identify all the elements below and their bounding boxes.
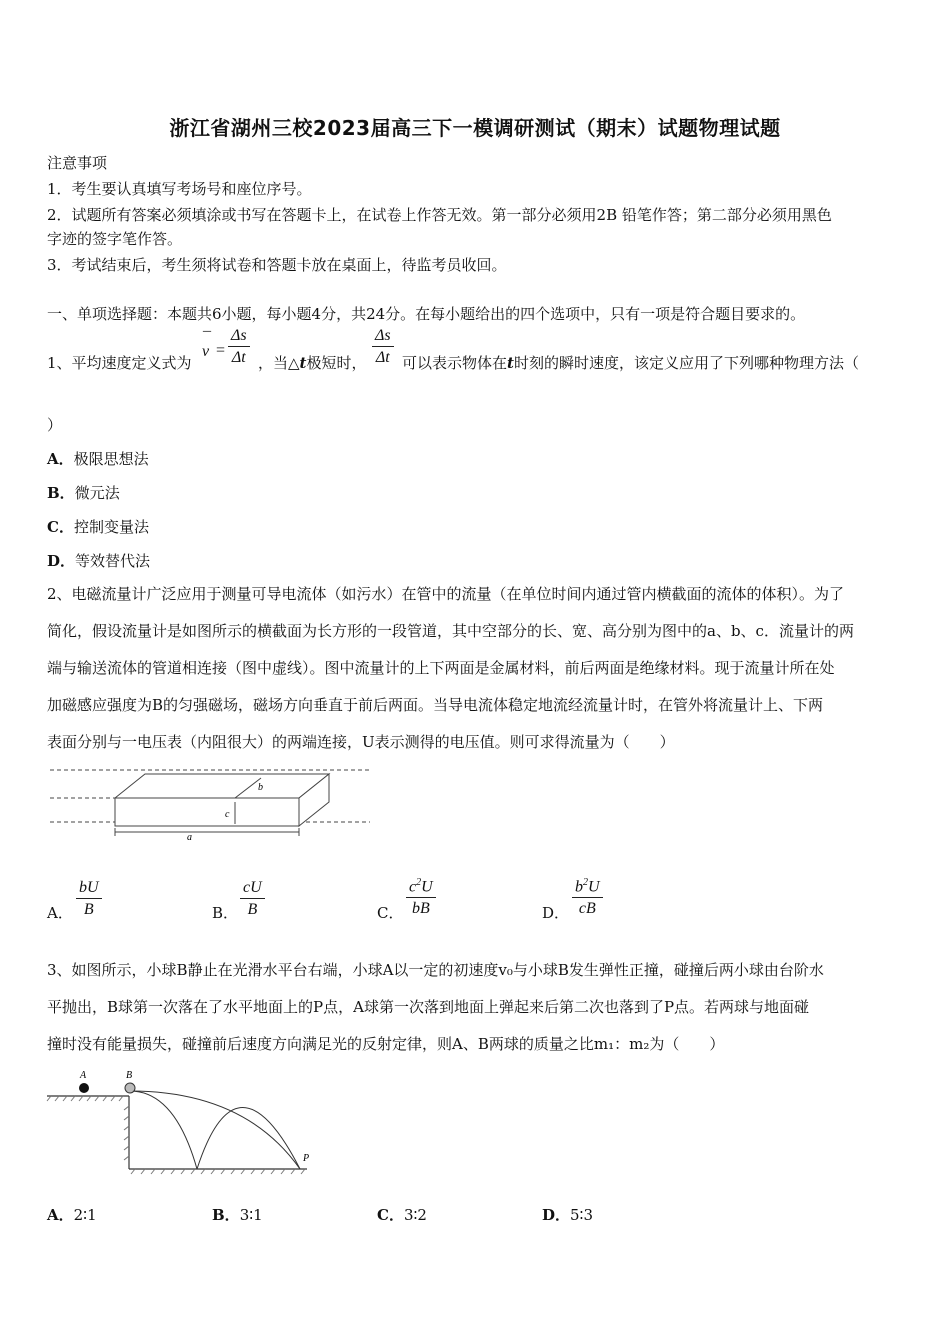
notice-item-1: 1．考生要认真填写考场号和座位序号。 <box>47 180 312 198</box>
q2-option-c-fraction: $\frac{c^2U}{bB}$ <box>406 877 436 918</box>
q1-fraction-1: $\frac{\Delta s}{\Delta t}$ <box>228 327 250 367</box>
q2-option-a-fraction: $\frac{bU}{B}$ <box>76 879 102 919</box>
ball-b <box>125 1083 135 1093</box>
q3-option-c: C．3∶2 <box>377 1206 427 1224</box>
q1-option-a: A．极限思想法 <box>47 450 149 468</box>
label-b: b <box>258 782 263 793</box>
page-title: 浙江省湖州三校2023届高三下一模调研测试（期末）试题物理试题 <box>169 116 781 140</box>
q1-stem-a: 1、平均速度定义式为 <box>47 354 192 372</box>
svg-text:P: P <box>303 1153 310 1164</box>
label-a: a <box>187 832 192 842</box>
svg-text:A: A <box>80 1070 87 1081</box>
notice-heading: 注意事项 <box>47 154 108 172</box>
q2-option-d-fraction: $\frac{b^2U}{cB}$ <box>572 877 603 918</box>
q3-stem: 3、如图所示，小球B静止在光滑水平台右端，小球A以一定的初速度v₀与小球B发生弹性正撞，碰撞后两小球由台阶水 平抛出，B球第一次落在了水平地面上的P点，A球第一次落到地面上弹起来后第二次也落到了P点。若两球与地面碰 撞时没有能量损失，碰撞前后速度方向满足光的反射定律，则A、B两球的质量之比m₁：m₂为（ ） <box>47 961 824 1053</box>
q2-stem: 2、电磁流量计广泛应用于测量可导电流体（如污水）在管中的流量（在单位时间内通过管内横截面的流体的体积）。为了 简化，假设流量计是如图所示的横截面为长方形的一段管道，其中空部分的长、宽、高分别为图中的a、b、c．流量计的两 端与输送流体的管道相连接（图中虚线）。图中流量计的上下两面是金属材料，前后两面是绝缘材料。现于流量计所在处 加磁感应强度为B的匀强磁场，磁场方向垂直于前后两面。当导电流体稳定地流经流量计时，在管外将流量计上、下两 表面分别与一电压表（内阻很大）的两端连接，U表示测得的电压值。则可求得流量为（ ） <box>47 585 854 751</box>
q2-option-d-label: D． <box>542 904 570 922</box>
q1-option-d: D．等效替代法 <box>47 552 151 570</box>
notice-item-3: 3．考试结束后，考生须将试卷和答题卡放在桌面上，待监考员收回。 <box>47 256 507 274</box>
label-c: c <box>225 809 230 820</box>
q1-stem-b: ，当△t极短时， <box>258 354 367 372</box>
q1-stem-close: ） <box>47 416 63 434</box>
q3-option-a: A．2∶1 <box>47 1206 97 1224</box>
flowmeter-figure <box>45 762 375 842</box>
notice-item-2-cont: 字迹的签字笔作答。 <box>47 230 183 248</box>
q1-option-c: C．控制变量法 <box>47 518 149 536</box>
ball-a <box>79 1083 89 1093</box>
q1-stem-c: 可以表示物体在t时刻的瞬时速度，该定义应用了下列哪种物理方法（ <box>402 354 859 372</box>
q2-option-c-label: C． <box>377 904 404 922</box>
q2-option-b-label: B． <box>212 904 239 922</box>
section-heading: 一、单项选择题：本题共6小题，每小题4分，共24分。在每小题给出的四个选项中，只有一项是符合题目要求的。 <box>47 305 806 323</box>
q2-option-b-fraction: $\frac{cU}{B}$ <box>240 879 265 919</box>
q1-fraction-2: $\frac{\Delta s}{\Delta t}$ <box>372 327 394 367</box>
svg-text:B: B <box>126 1070 133 1081</box>
q1-option-b: B．微元法 <box>47 484 120 502</box>
q2-option-a-label: A． <box>47 904 73 922</box>
q3-option-d: D．5∶3 <box>542 1206 594 1224</box>
q3-option-b: B．3∶1 <box>212 1206 263 1224</box>
projectile-figure <box>45 1066 325 1176</box>
notice-item-2: 2．试题所有答案必须填涂或书写在答题卡上，在试卷上作答无效。第一部分必须用2B 铅笔作答；第二部分必须用黑色 <box>47 206 832 224</box>
